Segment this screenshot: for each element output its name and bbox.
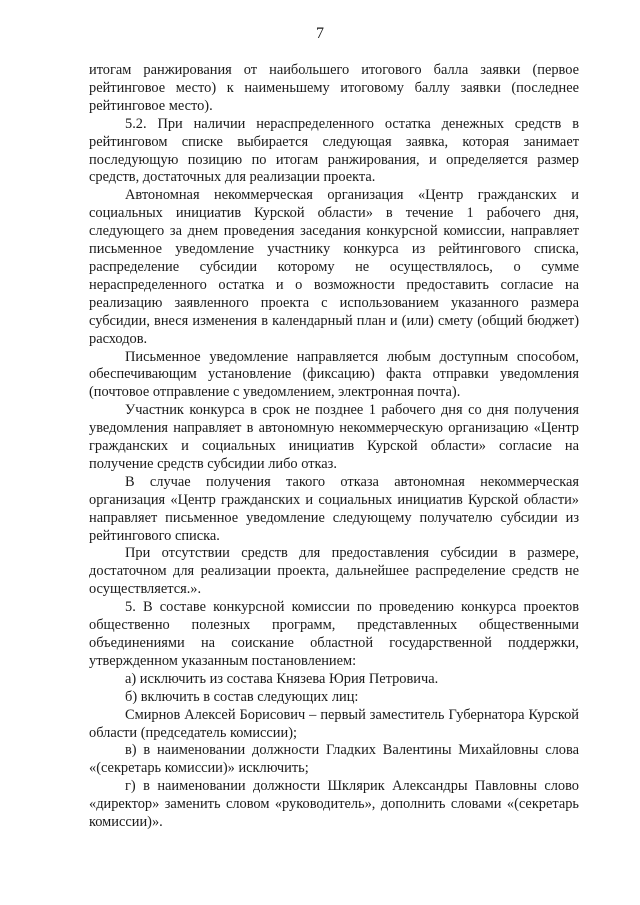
paragraph-refusal-case: В случае получения такого отказа автономная некоммерческая организация «Центр гражданских и социальных инициатив Курской области» направляет письменное уведомление следующему получателю субсидии из рейтингового списка. [89, 473, 579, 544]
paragraph-insufficient-funds: При отсутствии средств для предоставления субсидии в размере, достаточном для реализации проекта, дальнейшее распределение средств не осуществляется.». [89, 545, 579, 598]
paragraph-ano-notification: Автономная некоммерческая организация «Центр гражданских и социальных инициатив Курской области» в течение 1 рабочего дня, следующего за днем проведения заседания конкурсной комиссии, направляет письменное уведомление участнику конкурса из рейтингового списка, распределение субсидии которому не осуществлялось, о сумме нераспределенного остатка и о возможности предоставить согласие на реализацию заявленного проекта с использованием указанного размера субсидии, внеся изменения в календарный план и (или) смету (общий бюджет) расходов. [89, 187, 579, 347]
list-item-b-include: б) включить в состав следующих лиц: [125, 688, 359, 705]
list-item-a-exclude: а) исключить из состава Князева Юрия Петровича. [125, 670, 439, 687]
paragraph-5-2-remaining-funds: 5.2. При наличии нераспределенного остатка денежных средств в рейтинговом списке выбирается следующая заявка, которая занимает последующую позицию по итогам ранжирования, и определяется размер средств, достаточных для реализации проекта. [89, 115, 579, 186]
paragraph-5-commission-composition: 5. В составе конкурсной комиссии по проведению конкурса проектов общественно полезных программ, представленных общественными объединениями на соискание областной государственной поддержки, утвержденном указанным постановлением: [89, 599, 579, 669]
list-item-g-shklyarik: г) в наименовании должности Шклярик Александры Павловны слово «директор» заменить словом «руководитель», дополнить словами «(секретарь комиссии)». [89, 778, 579, 831]
paragraph-notification-method: Письменное уведомление направляется любым доступным способом, обеспечивающим установление (фиксацию) факта отправки уведомления (почтовое отправление с уведомлением, электронная почта). [89, 348, 579, 401]
paragraph-ranking-continuation: итогам ранжирования от наибольшего итогового балла заявки (первое рейтинговое место) к наименьшему итоговому баллу заявки (последнее рейтинговое место). [89, 62, 579, 114]
document-body [89, 62, 579, 832]
list-item-v-gladkikh: в) в наименовании должности Гладких Валентины Михайловны слова «(секретарь комиссии)» исключить; [89, 742, 579, 777]
paragraph-participant-response: Участник конкурса в срок не позднее 1 рабочего дня со дня получения уведомления направляет в автономную некоммерческую организацию «Центр гражданских и социальных инициатив Курской области» согласие на получение средств субсидии либо отказ. [89, 402, 579, 472]
list-item-smirnov: Смирнов Алексей Борисович – первый заместитель Губернатора Курской области (председатель комиссии); [89, 706, 579, 741]
page-number: 7 [316, 25, 324, 42]
